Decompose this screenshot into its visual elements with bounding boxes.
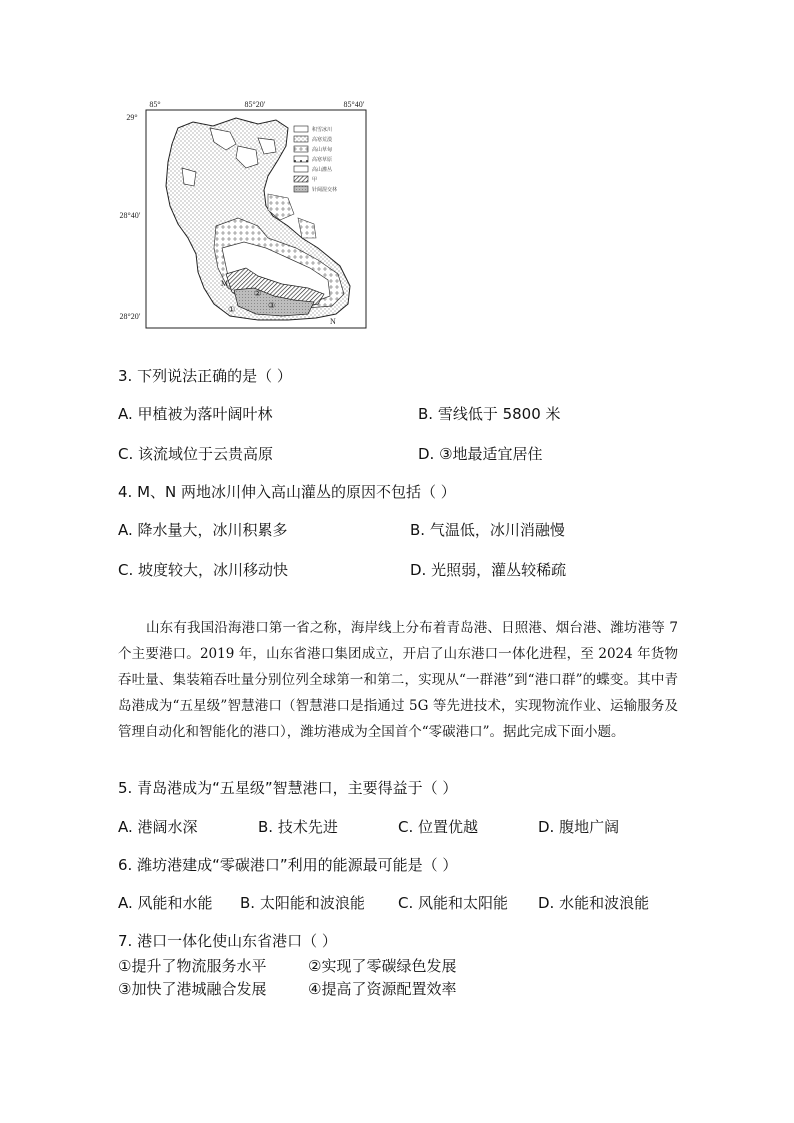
question-6-option-a[interactable]: A. 风能和水能 <box>118 894 213 912</box>
legend-swatch-glacier <box>294 126 308 132</box>
question-4-option-a[interactable]: A. 降水量大，冰川积累多 <box>118 521 288 539</box>
question-6-option-d[interactable]: D. 水能和波浪能 <box>538 894 650 912</box>
legend-label-desert: 高寒荒漠 <box>312 137 333 143</box>
basin-vegetation-map <box>118 98 370 330</box>
question-5-option-a[interactable]: A. 港阔水深 <box>118 818 198 836</box>
lon-label-2: 85°20′ <box>244 100 266 109</box>
mark-m: M <box>221 279 229 288</box>
question-6-option-b[interactable]: B. 太阳能和波浪能 <box>240 894 365 912</box>
question-7-statement-1: ①提升了物流服务水平 <box>118 957 267 975</box>
legend-label-mixed-forest: 针阔混交林 <box>312 187 338 193</box>
legend-label-shrub: 高山灌丛 <box>312 167 333 173</box>
question-6-stem: 6. 潍坊港建成“零碳港口”利用的能源最可能是（ ） <box>118 856 458 874</box>
question-7-stem: 7. 港口一体化使山东省港口（ ） <box>118 932 337 950</box>
question-3-option-d[interactable]: D. ③地最适宜居住 <box>418 445 543 463</box>
legend-swatch-desert <box>294 136 308 142</box>
question-5-option-c[interactable]: C. 位置优越 <box>398 818 479 836</box>
lat-label-3: 28°20′ <box>119 312 141 321</box>
question-5-option-b[interactable]: B. 技术先进 <box>258 818 338 836</box>
legend-swatch-mixed-forest <box>294 186 308 192</box>
question-5-stem: 5. 青岛港成为“五星级”智慧港口，主要得益于（ ） <box>118 779 458 797</box>
lon-label-1: 85° <box>149 100 161 109</box>
legend-swatch-shrub <box>294 166 308 172</box>
question-4-option-b[interactable]: B. 气温低，冰川消融慢 <box>410 521 565 539</box>
mark-n: N <box>330 317 336 326</box>
legend-swatch-jia <box>294 176 308 182</box>
lat-label-1: 29° <box>126 113 138 122</box>
question-4-option-c[interactable]: C. 坡度较大，冰川移动快 <box>118 561 289 579</box>
mark-2: ② <box>254 289 262 298</box>
legend-label-meadow: 高山草甸 <box>312 147 333 153</box>
question-4-option-d[interactable]: D. 光照弱，灌丛较稀疏 <box>410 561 567 579</box>
question-4-stem: 4. M、N 两地冰川伸入高山灌丛的原因不包括（ ） <box>118 483 456 501</box>
mark-3: ③ <box>268 301 276 310</box>
question-5-option-d[interactable]: D. 腹地广阔 <box>538 818 620 836</box>
legend-label-jia: 甲 <box>312 177 318 183</box>
legend-label-steppe: 高寒草原 <box>312 157 333 163</box>
question-3-option-a[interactable]: A. 甲植被为落叶阔叶林 <box>118 405 273 423</box>
legend-swatch-meadow <box>294 146 308 152</box>
question-6-option-c[interactable]: C. 风能和太阳能 <box>398 894 509 912</box>
question-3-option-c[interactable]: C. 该流域位于云贵高原 <box>118 445 274 463</box>
lon-label-3: 85°40′ <box>343 100 365 109</box>
question-7-statement-3: ③加快了港城融合发展 <box>118 980 267 998</box>
question-3-stem: 3. 下列说法正确的是（ ） <box>118 367 292 385</box>
lat-label-2: 28°40′ <box>119 211 141 220</box>
question-3-option-b[interactable]: B. 雪线低于 5800 米 <box>418 405 561 423</box>
question-7-statement-2: ②实现了零碳绿色发展 <box>308 957 457 975</box>
legend-swatch-steppe <box>294 156 308 162</box>
legend-label-glacier: 积雪冰川 <box>312 127 333 133</box>
question-7-statement-4: ④提高了资源配置效率 <box>308 980 457 998</box>
reading-passage: 山东有我国沿海港口第一省之称，海岸线上分布着青岛港、日照港、烟台港、潍坊港等 7 个主要港口。2019 年，山东省港口集团成立，开启了山东港口一体化进程，至 2024 年货物吞吐量、集装箱吞吐量分别位列全球第一和第二，实现从“一群港”到“港口群”的蝶变。其中青岛港成为“五星级”智慧港口（智慧港口是指通过 5G 等先进技术，实现物流作业、运输服务及管理自动化和智能化的港口），潍坊港成为全国首个“零碳港口”。据此完成下面小题。 <box>118 620 678 740</box>
mark-1: ① <box>228 305 236 314</box>
